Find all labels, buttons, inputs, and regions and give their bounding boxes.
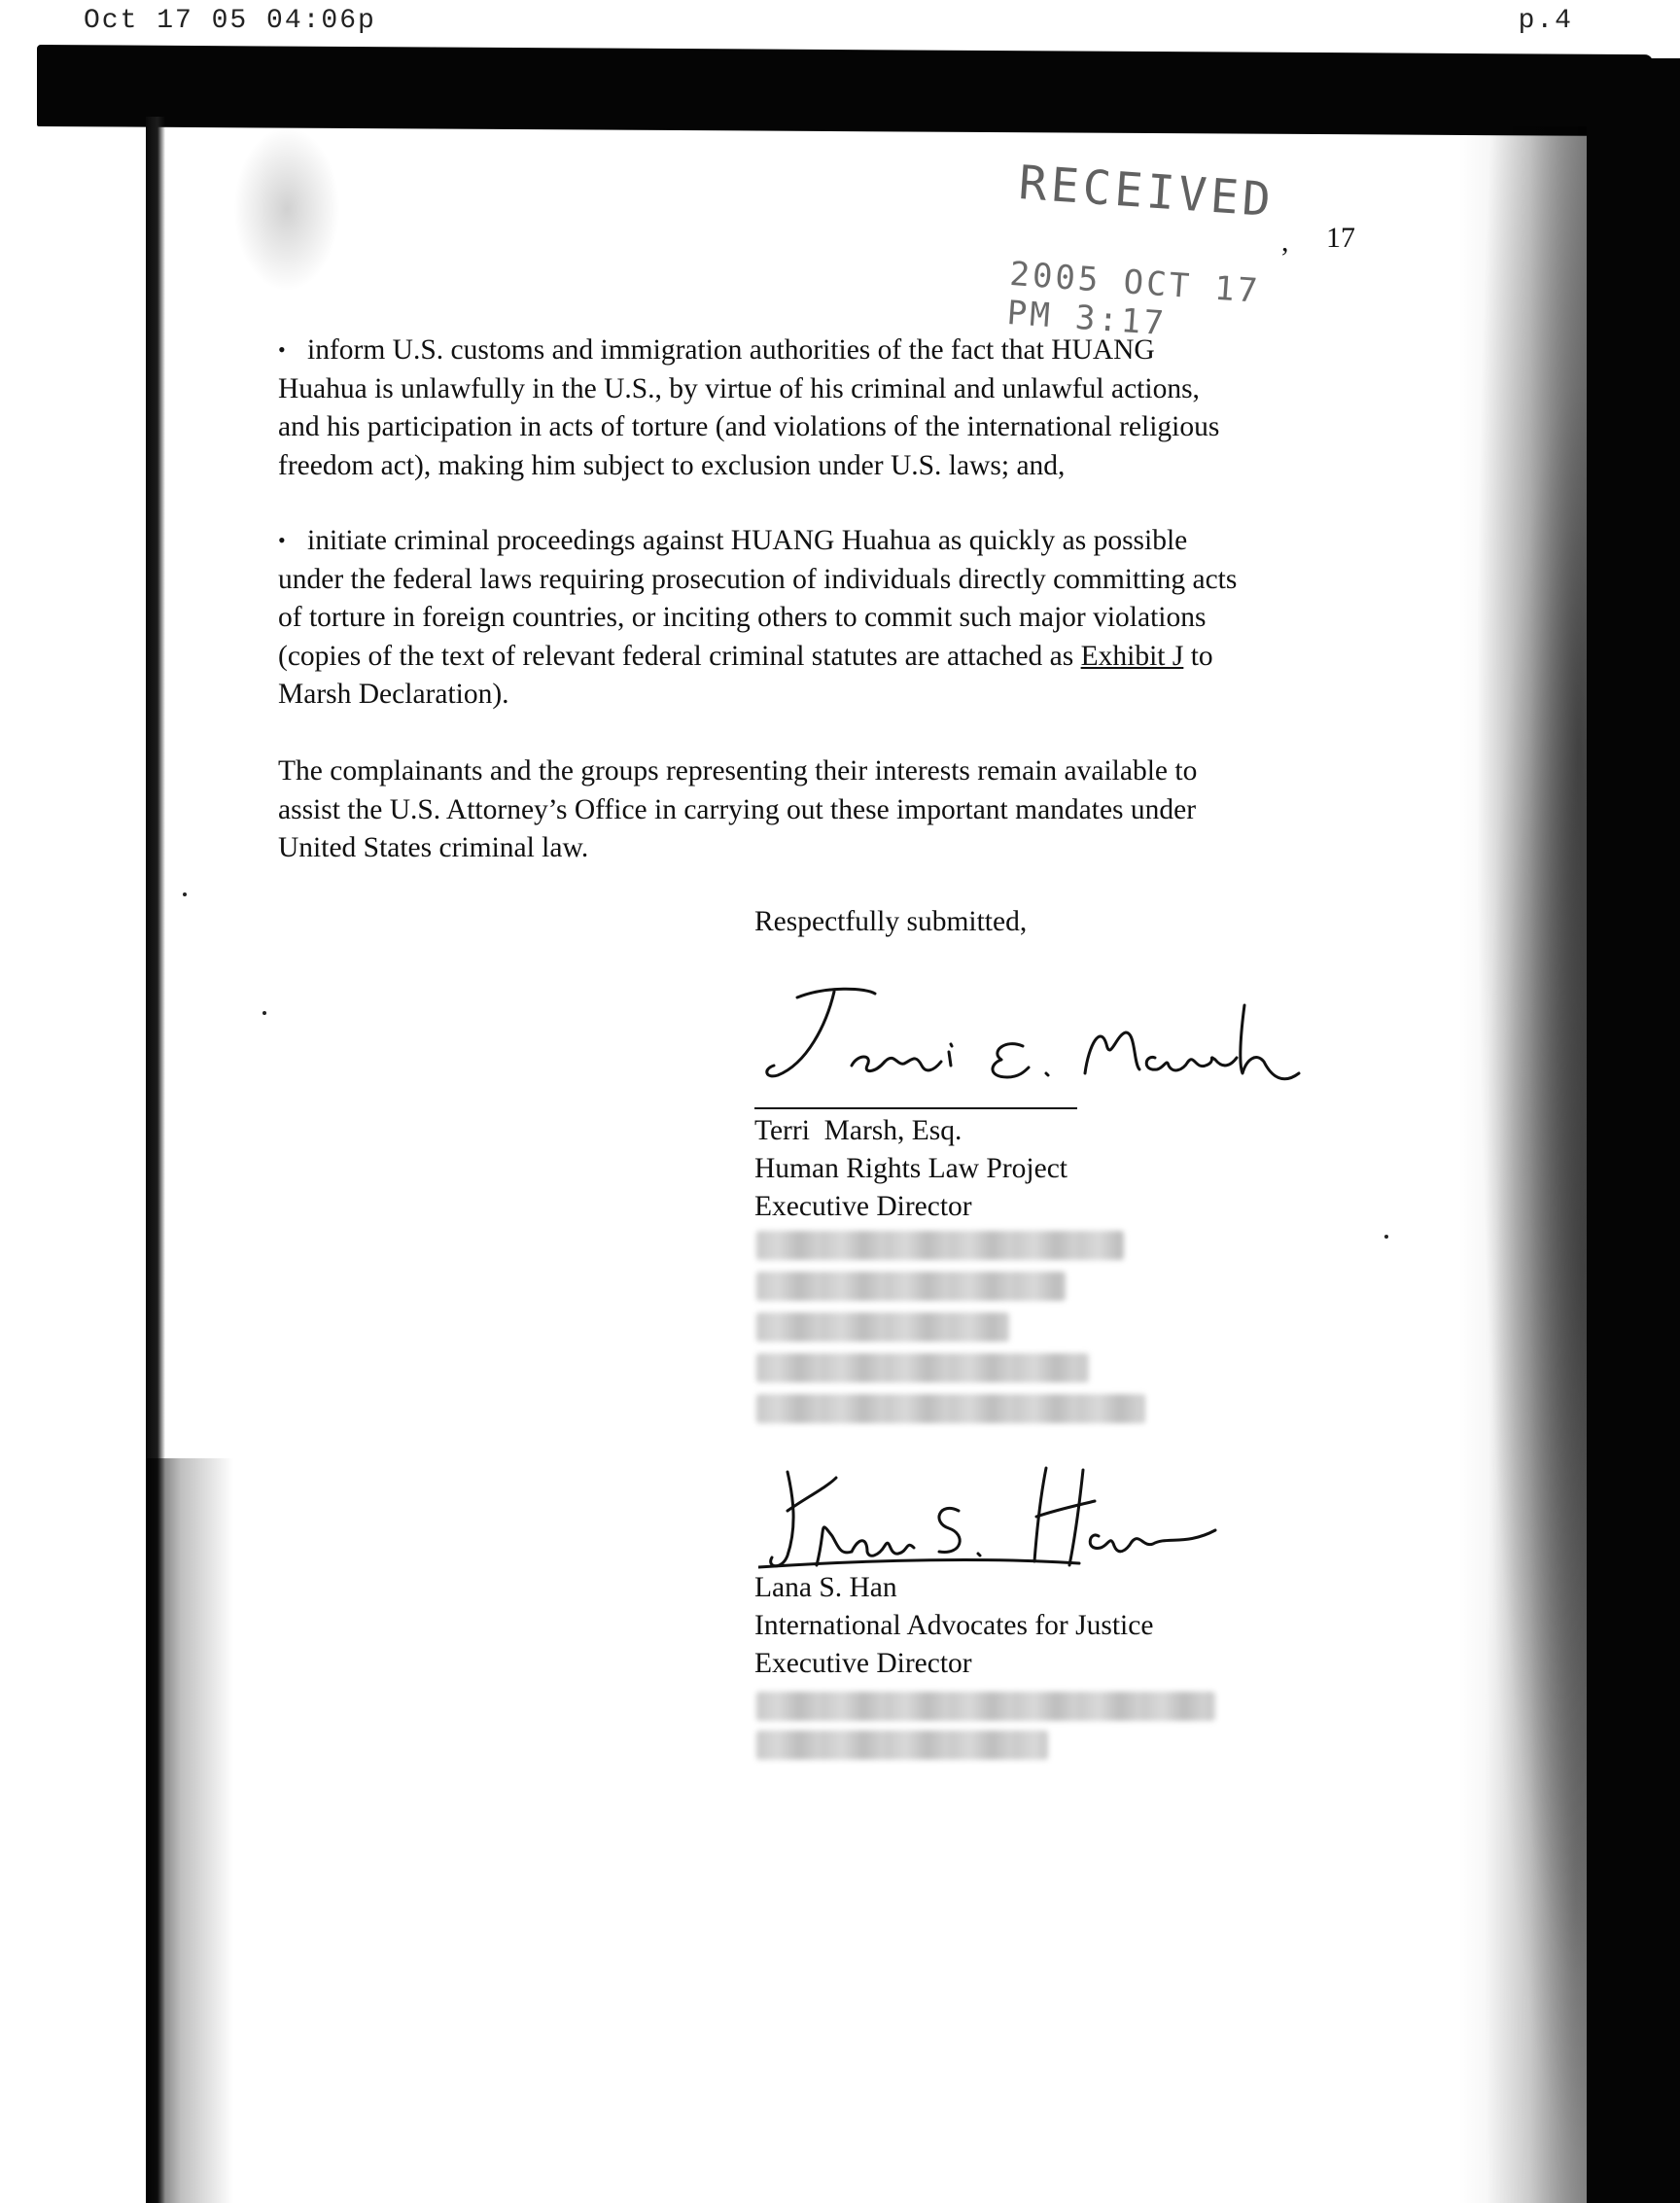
paragraph-line: • initiate criminal proceedings against HUANG Huahua as quickly as possible <box>278 521 1367 561</box>
redacted-address <box>756 1231 1124 1260</box>
paragraph-line: Marsh Declaration). <box>278 679 509 710</box>
fax-page-indicator: p.4 <box>1518 6 1573 36</box>
received-stamp <box>1005 156 1303 344</box>
paragraph-line: freedom act), making him subject to exclusion under U.S. laws; and, <box>278 449 1066 481</box>
paragraph-line: assist the U.S. Attorney’s Office in carrying out these important mandates under <box>278 793 1197 825</box>
redacted-address <box>756 1272 1066 1301</box>
closing-paragraph <box>278 752 1367 868</box>
received-stamp-label: RECEIVED <box>1017 156 1277 228</box>
exhibit-reference: Exhibit J <box>1080 640 1184 672</box>
scan-top-border <box>37 45 1653 136</box>
redacted-address <box>756 1312 1009 1342</box>
signer-name: Lana S. Han <box>754 1572 897 1603</box>
fax-header <box>84 6 1573 39</box>
bullet-paragraph-2 <box>278 521 1367 715</box>
scan-speck <box>1384 1235 1388 1239</box>
redacted-address <box>756 1353 1089 1382</box>
signer-title: Executive Director <box>754 1191 972 1222</box>
page-number: 17 <box>1326 222 1355 254</box>
signer-organization: International Advocates for Justice <box>754 1610 1154 1641</box>
bullet-icon: • <box>278 528 286 552</box>
scan-right-border <box>1587 58 1680 2203</box>
paragraph-line: and his participation in acts of torture (and violations of the international religious <box>278 411 1220 442</box>
paragraph-line: United States criminal law. <box>278 832 589 863</box>
signer-name: Terri Marsh, Esq. <box>754 1115 962 1146</box>
signer-block-marsh <box>754 1112 1068 1226</box>
paragraph-line: Huahua is unlawfully in the U.S., by virtue of his criminal and unlawful actions, <box>278 372 1200 404</box>
signer-organization: Human Rights Law Project <box>754 1153 1068 1184</box>
fax-timestamp: Oct 17 05 04:06p <box>84 6 376 36</box>
redacted-address <box>756 1394 1145 1423</box>
bullet-paragraph-1 <box>278 331 1367 485</box>
signature-terri-marsh <box>758 976 1303 1102</box>
scan-speck <box>183 892 187 896</box>
signer-title: Executive Director <box>754 1648 972 1679</box>
paragraph-line: • inform U.S. customs and immigration authorities of the fact that HUANG <box>278 331 1367 370</box>
signer-block-han <box>754 1569 1153 1683</box>
paragraph-line: The complainants and the groups representing their interests remain available to <box>278 755 1198 787</box>
redacted-contact <box>756 1692 1215 1721</box>
scan-smudge <box>233 126 340 292</box>
scan-left-shadow <box>146 1458 233 2203</box>
stamp-dot: , <box>1281 226 1289 258</box>
scan-right-shadow <box>1458 126 1589 2203</box>
bullet-icon: • <box>278 337 286 362</box>
scan-speck <box>262 1011 266 1015</box>
paragraph-line: of torture in foreign countries, or inciting others to commit such major violations <box>278 602 1207 633</box>
paragraph-line: (copies of the text of relevant federal criminal statutes are attached as Exhibit J to <box>278 640 1213 672</box>
paragraph-line: under the federal laws requiring prosecution of individuals directly committing acts <box>278 563 1238 595</box>
respectfully-submitted: Respectfully submitted, <box>754 906 1028 937</box>
signature-lana-han <box>758 1458 1264 1575</box>
signature-line <box>754 1107 1077 1109</box>
redacted-contact <box>756 1731 1048 1760</box>
received-stamp-date: 2005 OCT 17 PM 3:17 <box>1005 255 1262 344</box>
